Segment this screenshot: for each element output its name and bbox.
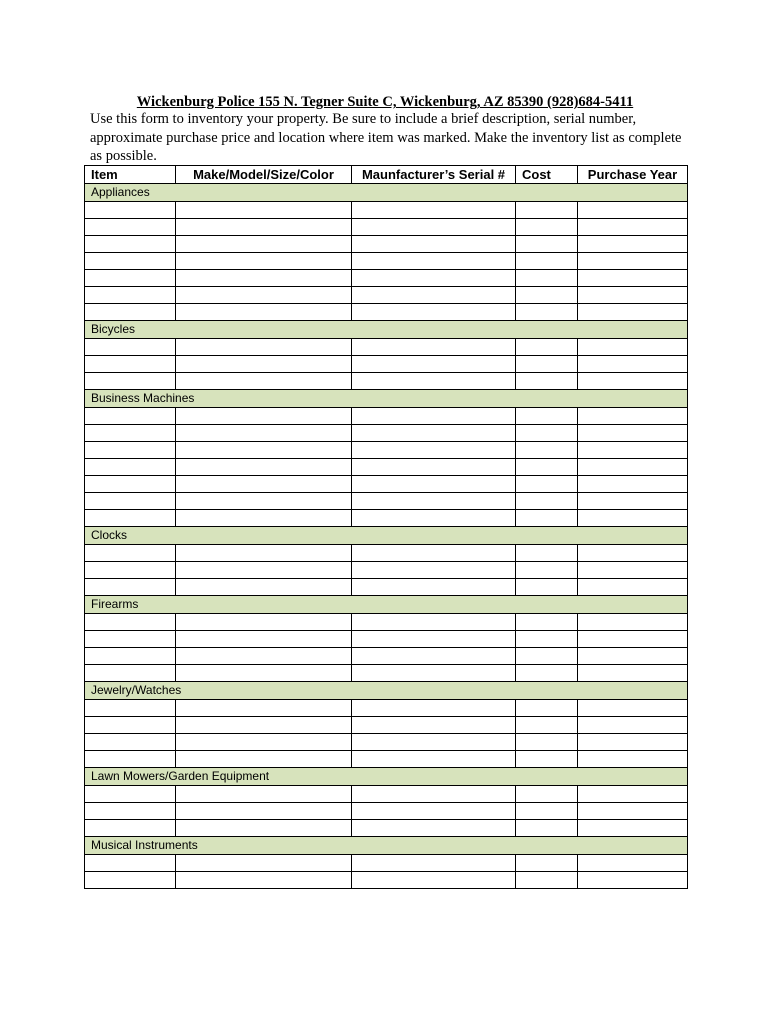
section-row — [85, 184, 688, 202]
cell-purchase-year[interactable] — [578, 631, 688, 648]
section-label: Appliances — [85, 184, 688, 202]
cell-serial[interactable] — [352, 373, 516, 390]
table-row — [85, 373, 688, 390]
table-row — [85, 717, 688, 734]
cell-serial[interactable] — [352, 339, 516, 356]
cell-purchase-year[interactable] — [578, 270, 688, 287]
cell-purchase-year[interactable] — [578, 717, 688, 734]
table-row — [85, 734, 688, 751]
cell-serial[interactable] — [352, 442, 516, 459]
cell-cost[interactable] — [516, 751, 578, 768]
cell-make-model[interactable] — [176, 270, 352, 287]
cell-make-model[interactable] — [176, 373, 352, 390]
cell-item[interactable] — [85, 734, 176, 751]
section-label: Jewelry/Watches — [85, 682, 688, 700]
cell-make-model[interactable] — [176, 236, 352, 253]
table-row — [85, 700, 688, 717]
cell-item[interactable] — [85, 493, 176, 510]
cell-make-model[interactable] — [176, 510, 352, 527]
cell-item[interactable] — [85, 855, 176, 872]
column-header-item: Item — [85, 166, 176, 184]
cell-serial[interactable] — [352, 820, 516, 837]
cell-cost[interactable] — [516, 562, 578, 579]
cell-cost[interactable] — [516, 442, 578, 459]
cell-serial[interactable] — [352, 786, 516, 803]
table-row — [85, 425, 688, 442]
cell-make-model[interactable] — [176, 425, 352, 442]
cell-item[interactable] — [85, 803, 176, 820]
cell-item[interactable] — [85, 648, 176, 665]
cell-item[interactable] — [85, 872, 176, 889]
table-row — [85, 339, 688, 356]
cell-make-model[interactable] — [176, 219, 352, 236]
column-header-serial: Maunfacturer’s Serial # — [352, 166, 516, 184]
cell-purchase-year[interactable] — [578, 579, 688, 596]
cell-make-model[interactable] — [176, 356, 352, 373]
cell-item[interactable] — [85, 717, 176, 734]
cell-item[interactable] — [85, 665, 176, 682]
table-row — [85, 562, 688, 579]
section-label: Bicycles — [85, 321, 688, 339]
cell-make-model[interactable] — [176, 786, 352, 803]
cell-serial[interactable] — [352, 700, 516, 717]
cell-item[interactable] — [85, 253, 176, 270]
cell-cost[interactable] — [516, 459, 578, 476]
cell-serial[interactable] — [352, 648, 516, 665]
cell-item[interactable] — [85, 562, 176, 579]
cell-make-model[interactable] — [176, 253, 352, 270]
cell-serial[interactable] — [352, 304, 516, 321]
cell-serial[interactable] — [352, 219, 516, 236]
column-header-cost: Cost — [516, 166, 578, 184]
cell-purchase-year[interactable] — [578, 803, 688, 820]
cell-purchase-year[interactable] — [578, 356, 688, 373]
cell-serial[interactable] — [352, 631, 516, 648]
cell-item[interactable] — [85, 442, 176, 459]
section-label: Lawn Mowers/Garden Equipment — [85, 768, 688, 786]
cell-cost[interactable] — [516, 717, 578, 734]
cell-purchase-year[interactable] — [578, 493, 688, 510]
cell-serial[interactable] — [352, 872, 516, 889]
cell-serial[interactable] — [352, 510, 516, 527]
cell-serial[interactable] — [352, 476, 516, 493]
section-label: Musical Instruments — [85, 837, 688, 855]
cell-serial[interactable] — [352, 751, 516, 768]
cell-item[interactable] — [85, 820, 176, 837]
cell-purchase-year[interactable] — [578, 751, 688, 768]
cell-make-model[interactable] — [176, 820, 352, 837]
inventory-table — [84, 165, 688, 889]
table-row — [85, 872, 688, 889]
cell-serial[interactable] — [352, 493, 516, 510]
section-label: Business Machines — [85, 390, 688, 408]
cell-cost[interactable] — [516, 425, 578, 442]
table-row — [85, 751, 688, 768]
cell-purchase-year[interactable] — [578, 820, 688, 837]
cell-purchase-year[interactable] — [578, 648, 688, 665]
cell-make-model[interactable] — [176, 631, 352, 648]
cell-make-model[interactable] — [176, 493, 352, 510]
cell-item[interactable] — [85, 425, 176, 442]
cell-make-model[interactable] — [176, 287, 352, 304]
section-row — [85, 596, 688, 614]
cell-make-model[interactable] — [176, 459, 352, 476]
cell-purchase-year[interactable] — [578, 872, 688, 889]
cell-make-model[interactable] — [176, 717, 352, 734]
cell-make-model[interactable] — [176, 562, 352, 579]
table-row — [85, 579, 688, 596]
section-row — [85, 682, 688, 700]
cell-cost[interactable] — [516, 236, 578, 253]
cell-purchase-year[interactable] — [578, 510, 688, 527]
cell-serial[interactable] — [352, 425, 516, 442]
cell-cost[interactable] — [516, 545, 578, 562]
cell-cost[interactable] — [516, 872, 578, 889]
cell-item[interactable] — [85, 545, 176, 562]
table-row — [85, 820, 688, 837]
cell-purchase-year[interactable] — [578, 700, 688, 717]
table-row — [85, 614, 688, 631]
cell-cost[interactable] — [516, 356, 578, 373]
cell-serial[interactable] — [352, 236, 516, 253]
cell-item[interactable] — [85, 339, 176, 356]
cell-serial[interactable] — [352, 408, 516, 425]
table-row — [85, 803, 688, 820]
table-row — [85, 356, 688, 373]
cell-serial[interactable] — [352, 545, 516, 562]
cell-cost[interactable] — [516, 287, 578, 304]
table-row — [85, 408, 688, 425]
cell-cost[interactable] — [516, 700, 578, 717]
cell-make-model[interactable] — [176, 648, 352, 665]
section-label: Clocks — [85, 527, 688, 545]
cell-make-model[interactable] — [176, 339, 352, 356]
cell-serial[interactable] — [352, 202, 516, 219]
cell-cost[interactable] — [516, 786, 578, 803]
form-instructions: Use this form to inventory your property. Be sure to include a brief description, serial number, approximate purchase price and location where item was marked. Make the inventory list as complete as possible. — [90, 111, 682, 165]
cell-serial[interactable] — [352, 665, 516, 682]
cell-cost[interactable] — [516, 304, 578, 321]
cell-serial[interactable] — [352, 270, 516, 287]
cell-serial[interactable] — [352, 562, 516, 579]
table-row — [85, 665, 688, 682]
cell-purchase-year[interactable] — [578, 408, 688, 425]
cell-make-model[interactable] — [176, 700, 352, 717]
table-row — [85, 236, 688, 253]
cell-cost[interactable] — [516, 339, 578, 356]
cell-cost[interactable] — [516, 820, 578, 837]
section-row — [85, 527, 688, 545]
cell-cost[interactable] — [516, 270, 578, 287]
cell-purchase-year[interactable] — [578, 855, 688, 872]
cell-serial[interactable] — [352, 734, 516, 751]
table-row — [85, 219, 688, 236]
cell-make-model[interactable] — [176, 872, 352, 889]
cell-make-model[interactable] — [176, 614, 352, 631]
table-row — [85, 287, 688, 304]
cell-make-model[interactable] — [176, 665, 352, 682]
cell-purchase-year[interactable] — [578, 665, 688, 682]
cell-make-model[interactable] — [176, 442, 352, 459]
cell-item[interactable] — [85, 751, 176, 768]
cell-serial[interactable] — [352, 717, 516, 734]
cell-cost[interactable] — [516, 855, 578, 872]
section-row — [85, 768, 688, 786]
cell-item[interactable] — [85, 236, 176, 253]
section-row — [85, 390, 688, 408]
section-row — [85, 837, 688, 855]
cell-cost[interactable] — [516, 579, 578, 596]
cell-item[interactable] — [85, 408, 176, 425]
cell-cost[interactable] — [516, 373, 578, 390]
table-row — [85, 648, 688, 665]
table-header-row — [85, 166, 688, 184]
cell-purchase-year[interactable] — [578, 476, 688, 493]
inventory-table-body — [85, 184, 688, 889]
table-row — [85, 442, 688, 459]
cell-cost[interactable] — [516, 408, 578, 425]
cell-make-model[interactable] — [176, 734, 352, 751]
cell-purchase-year[interactable] — [578, 734, 688, 751]
cell-make-model[interactable] — [176, 751, 352, 768]
cell-purchase-year[interactable] — [578, 786, 688, 803]
cell-serial[interactable] — [352, 459, 516, 476]
table-row — [85, 631, 688, 648]
cell-make-model[interactable] — [176, 855, 352, 872]
cell-cost[interactable] — [516, 253, 578, 270]
cell-purchase-year[interactable] — [578, 304, 688, 321]
cell-cost[interactable] — [516, 665, 578, 682]
cell-item[interactable] — [85, 287, 176, 304]
cell-serial[interactable] — [352, 579, 516, 596]
cell-purchase-year[interactable] — [578, 545, 688, 562]
table-row — [85, 253, 688, 270]
table-row — [85, 786, 688, 803]
cell-serial[interactable] — [352, 614, 516, 631]
cell-item[interactable] — [85, 476, 176, 493]
cell-cost[interactable] — [516, 614, 578, 631]
cell-make-model[interactable] — [176, 476, 352, 493]
cell-purchase-year[interactable] — [578, 442, 688, 459]
table-row — [85, 304, 688, 321]
cell-make-model[interactable] — [176, 304, 352, 321]
table-row — [85, 855, 688, 872]
cell-purchase-year[interactable] — [578, 219, 688, 236]
cell-item[interactable] — [85, 786, 176, 803]
cell-item[interactable] — [85, 202, 176, 219]
table-row — [85, 459, 688, 476]
cell-cost[interactable] — [516, 476, 578, 493]
cell-purchase-year[interactable] — [578, 236, 688, 253]
cell-make-model[interactable] — [176, 579, 352, 596]
section-row — [85, 321, 688, 339]
cell-cost[interactable] — [516, 648, 578, 665]
cell-item[interactable] — [85, 356, 176, 373]
cell-purchase-year[interactable] — [578, 339, 688, 356]
table-row — [85, 476, 688, 493]
column-header-purchase-year: Purchase Year — [578, 166, 688, 184]
cell-cost[interactable] — [516, 734, 578, 751]
cell-cost[interactable] — [516, 219, 578, 236]
cell-serial[interactable] — [352, 287, 516, 304]
cell-make-model[interactable] — [176, 202, 352, 219]
cell-item[interactable] — [85, 373, 176, 390]
cell-purchase-year[interactable] — [578, 253, 688, 270]
cell-item[interactable] — [85, 631, 176, 648]
cell-make-model[interactable] — [176, 408, 352, 425]
cell-purchase-year[interactable] — [578, 614, 688, 631]
cell-item[interactable] — [85, 304, 176, 321]
cell-serial[interactable] — [352, 803, 516, 820]
column-header-make-model: Make/Model/Size/Color — [176, 166, 352, 184]
cell-serial[interactable] — [352, 855, 516, 872]
cell-make-model[interactable] — [176, 803, 352, 820]
cell-cost[interactable] — [516, 803, 578, 820]
cell-serial[interactable] — [352, 253, 516, 270]
cell-cost[interactable] — [516, 510, 578, 527]
table-row — [85, 493, 688, 510]
cell-purchase-year[interactable] — [578, 373, 688, 390]
cell-cost[interactable] — [516, 202, 578, 219]
cell-item[interactable] — [85, 579, 176, 596]
cell-item[interactable] — [85, 700, 176, 717]
section-label: Firearms — [85, 596, 688, 614]
cell-item[interactable] — [85, 459, 176, 476]
cell-purchase-year[interactable] — [578, 562, 688, 579]
cell-purchase-year[interactable] — [578, 425, 688, 442]
cell-cost[interactable] — [516, 493, 578, 510]
cell-serial[interactable] — [352, 356, 516, 373]
table-row — [85, 545, 688, 562]
table-row — [85, 202, 688, 219]
cell-make-model[interactable] — [176, 545, 352, 562]
cell-item[interactable] — [85, 270, 176, 287]
table-row — [85, 270, 688, 287]
cell-item[interactable] — [85, 510, 176, 527]
cell-item[interactable] — [85, 614, 176, 631]
cell-cost[interactable] — [516, 631, 578, 648]
table-row — [85, 510, 688, 527]
cell-purchase-year[interactable] — [578, 287, 688, 304]
form-title: Wickenburg Police 155 N. Tegner Suite C, Wickenburg, AZ 85390 (928)684-5411 — [136, 94, 634, 110]
cell-purchase-year[interactable] — [578, 459, 688, 476]
cell-item[interactable] — [85, 219, 176, 236]
cell-purchase-year[interactable] — [578, 202, 688, 219]
